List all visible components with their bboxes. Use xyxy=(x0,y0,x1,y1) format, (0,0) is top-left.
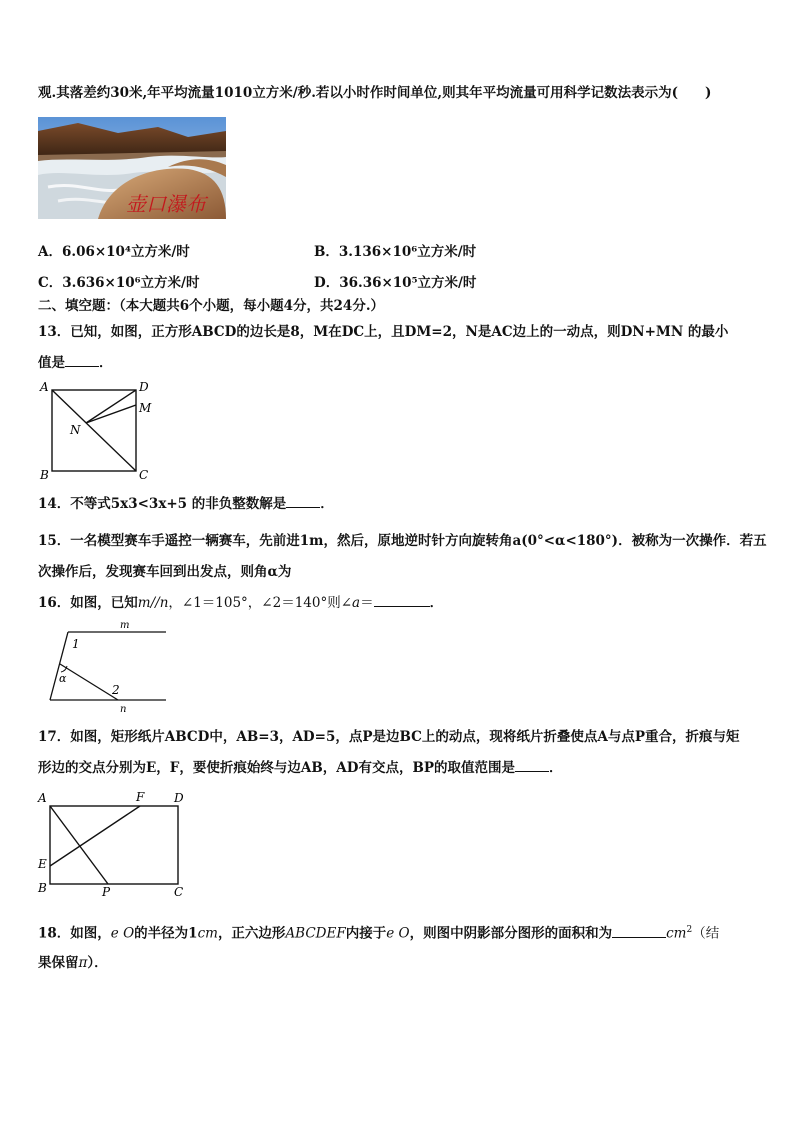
label-line-m: m xyxy=(120,620,130,631)
answer-blank xyxy=(515,759,549,772)
label-d: D xyxy=(174,791,184,805)
q16-line xyxy=(38,594,443,612)
q17-line2 xyxy=(38,759,563,777)
q15-line1: 15．一名模型赛车手遥控一辆赛车，先前进1m，然后，原地逆时针方向旋转角a(0°<α<180°)．被称为一次操作．若五 xyxy=(38,533,767,549)
option-c: C．3.636×10⁶立方米/时 xyxy=(38,275,200,291)
answer-blank xyxy=(612,925,666,938)
label-c: C xyxy=(174,885,184,898)
q16-parallel-figure xyxy=(38,616,173,714)
q16-math-mn: m//n xyxy=(137,595,169,611)
q14-line xyxy=(38,495,334,513)
label-m: M xyxy=(139,401,152,415)
q16-text1: 16．如图，已知 xyxy=(38,595,138,611)
q18-pi: π xyxy=(78,955,88,971)
q12-intro-line: 观.其落差约30米,年平均流量1010立方米/秒.若以小时作时间单位,则其年平均流量可用科学记数法表示为( ) xyxy=(38,85,712,101)
label-a: A xyxy=(40,380,49,394)
q13-square-figure xyxy=(38,378,158,482)
q18-t4: 内接于 xyxy=(345,925,387,942)
label-c: C xyxy=(139,468,149,482)
q18-line2b: ）． xyxy=(87,955,108,971)
q18-circle-2: e O xyxy=(386,925,410,942)
q18-t3: ，正六边形 xyxy=(217,925,286,942)
label-d: D xyxy=(139,380,149,394)
label-alpha: α xyxy=(59,672,67,685)
option-a: A．6.06×10⁴立方米/时 xyxy=(38,244,190,260)
label-e: E xyxy=(38,857,47,871)
q18-unit-1: cm xyxy=(197,925,218,942)
q14-text: 14．不等式5x3<3x+5 的非负整数解是 xyxy=(38,496,287,512)
option-d: D．36.36×10⁵立方米/时 xyxy=(314,275,477,291)
label-n: N xyxy=(70,423,81,437)
q18-t2: 的半径为1 xyxy=(134,925,198,942)
q17-line1: 17．如图，矩形纸片ABCD中，AB=3，AD=5，点P是边BC上的动点，现将纸片折叠使点A与点P重合，折痕与矩 xyxy=(38,729,740,745)
q18-circle-1: e O xyxy=(110,925,135,942)
q18-unit-2: cm xyxy=(666,925,687,942)
q16-text2: ，∠1＝105°，∠2＝140°则∠ xyxy=(168,595,353,611)
label-b: B xyxy=(38,881,47,895)
q17-rectangle-figure xyxy=(36,788,188,898)
q18-hexagon-name: ABCDEF xyxy=(285,925,346,942)
waterfall-image xyxy=(38,117,226,219)
q14-end: ． xyxy=(320,496,334,512)
q13-end: ． xyxy=(99,355,113,371)
q13-line1: 13．已知，如图，正方形ABCD的边长是8，M在DC上，且DM=2，N是AC边上的一动点，则DN+MN 的最小 xyxy=(38,324,729,340)
q16-text3: ＝ xyxy=(360,595,374,611)
label-angle-1: 1 xyxy=(72,637,80,651)
q17-text: 形边的交点分别为E，F，要使折痕始终与边AB，AD有交点，BP的取值范围是 xyxy=(38,760,516,776)
label-a: A xyxy=(38,791,47,805)
q18-line2 xyxy=(38,954,108,972)
q15-line2: 次操作后，发现赛车回到出发点，则角α为 xyxy=(38,564,292,580)
option-b: B．3.136×10⁶立方米/时 xyxy=(314,244,477,260)
answer-blank xyxy=(374,594,430,607)
label-p: P xyxy=(102,885,111,898)
q13-text: 值是 xyxy=(38,355,65,371)
q13-line2 xyxy=(38,354,113,372)
q18-exponent: 2 xyxy=(686,925,693,935)
q18-line1 xyxy=(38,921,719,943)
waterfall-photo xyxy=(38,117,226,219)
q16-end: ． xyxy=(429,595,444,611)
photo-caption: 壶口瀑布 xyxy=(126,192,206,216)
q18-line2a: 果保留 xyxy=(38,955,79,971)
q17-end: ． xyxy=(549,760,563,776)
q18-t6: （结 xyxy=(692,925,720,942)
q18-t1: 18．如图， xyxy=(38,925,111,942)
label-angle-2: 2 xyxy=(112,683,120,697)
answer-blank xyxy=(286,495,320,508)
section-heading: 二、填空题：（本大题共6个小题，每小题4分，共24分.） xyxy=(38,298,385,314)
label-line-n: n xyxy=(120,704,127,714)
q16-math-a: a xyxy=(352,595,361,611)
q18-t5: ，则图中阴影部分图形的面积和为 xyxy=(409,925,613,942)
answer-blank xyxy=(65,354,99,367)
label-b: B xyxy=(40,468,49,482)
label-f: F xyxy=(136,790,145,804)
